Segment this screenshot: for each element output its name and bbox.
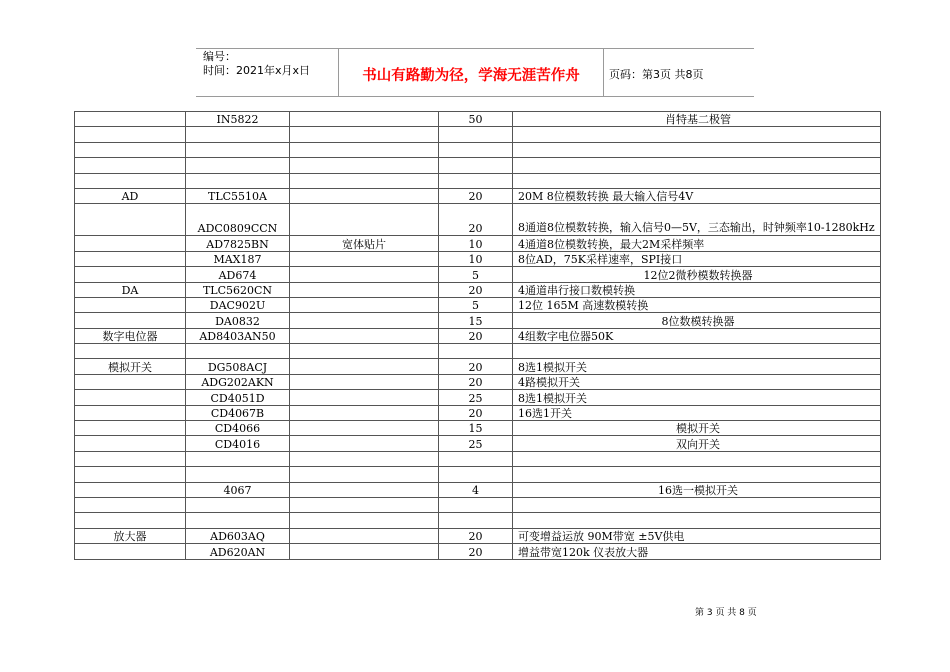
part-number-cell [186, 127, 290, 142]
table-row [75, 421, 881, 436]
quantity-cell: 25 [439, 436, 513, 451]
part-number-cell: AD674 [186, 267, 290, 282]
quantity-cell: 20 [439, 188, 513, 203]
table-row [75, 297, 881, 312]
part-number-cell [186, 513, 290, 528]
table-row [75, 328, 881, 343]
table-row [75, 173, 881, 188]
category-cell [75, 421, 186, 436]
category-cell [75, 267, 186, 282]
part-number-cell [186, 142, 290, 157]
category-cell [75, 204, 186, 236]
description-cell: 16选一模拟开关 [513, 482, 881, 497]
part-number-cell: ADC0809CCN [186, 204, 290, 236]
document-number-label: 编号： [203, 50, 236, 63]
quantity-cell [439, 173, 513, 188]
description-cell [513, 513, 881, 528]
package-cell [290, 204, 439, 236]
package-cell [290, 267, 439, 282]
table-row [75, 436, 881, 451]
header-top-rule [196, 48, 754, 49]
part-number-cell [186, 173, 290, 188]
table-row [75, 267, 881, 282]
part-number-cell: MAX187 [186, 251, 290, 266]
quantity-cell: 15 [439, 421, 513, 436]
category-cell: AD [75, 188, 186, 203]
table-row [75, 313, 881, 328]
header-divider-right [603, 48, 604, 97]
table-row [75, 390, 881, 405]
part-number-cell [186, 467, 290, 482]
quantity-cell: 10 [439, 236, 513, 251]
package-cell [290, 127, 439, 142]
part-number-cell: TLC5620CN [186, 282, 290, 297]
package-cell [290, 544, 439, 559]
package-cell [290, 173, 439, 188]
category-cell [75, 236, 186, 251]
description-cell: 4通道8位模数转换，最大2M采样频率 [513, 236, 881, 251]
description-cell: 双向开关 [513, 436, 881, 451]
description-cell [513, 467, 881, 482]
quantity-cell [439, 158, 513, 173]
quantity-cell: 20 [439, 544, 513, 559]
category-cell [75, 436, 186, 451]
category-cell: 数字电位器 [75, 328, 186, 343]
part-number-cell: 4067 [186, 482, 290, 497]
description-cell: 肖特基二极管 [513, 112, 881, 127]
package-cell [290, 328, 439, 343]
description-cell [513, 142, 881, 157]
header-bottom-rule [196, 96, 754, 97]
package-cell [290, 374, 439, 389]
part-number-cell [186, 451, 290, 466]
header-divider-left [338, 48, 339, 97]
table-row [75, 142, 881, 157]
description-cell: 8位AD，75K采样速率，SPI接口 [513, 251, 881, 266]
category-cell [75, 374, 186, 389]
category-cell: DA [75, 282, 186, 297]
part-number-cell: DG508ACJ [186, 359, 290, 374]
quantity-cell: 20 [439, 328, 513, 343]
package-cell [290, 405, 439, 420]
description-cell: 增益带宽120k 仪表放大器 [513, 544, 881, 559]
part-number-cell: TLC5510A [186, 188, 290, 203]
part-number-cell: AD8403AN50 [186, 328, 290, 343]
quantity-cell: 50 [439, 112, 513, 127]
description-cell: 8选1模拟开关 [513, 359, 881, 374]
description-cell [513, 127, 881, 142]
category-cell [75, 544, 186, 559]
category-cell [75, 158, 186, 173]
package-cell [290, 467, 439, 482]
header-motto: 书山有路勤为径，学海无涯苦作舟 [362, 68, 580, 84]
header-meta [203, 50, 310, 78]
category-cell [75, 173, 186, 188]
table-row [75, 482, 881, 497]
description-cell: 16选1开关 [513, 405, 881, 420]
part-number-cell [186, 344, 290, 359]
category-cell [75, 251, 186, 266]
page-footer: 第 3 页 共 8 页 [695, 608, 757, 618]
package-cell [290, 142, 439, 157]
table-row [75, 497, 881, 512]
part-number-cell: DA0832 [186, 313, 290, 328]
category-cell: 放大器 [75, 528, 186, 543]
description-cell [513, 344, 881, 359]
category-cell [75, 451, 186, 466]
component-table-body [75, 112, 881, 560]
package-cell [290, 188, 439, 203]
category-cell [75, 513, 186, 528]
table-row [75, 374, 881, 389]
table-row [75, 127, 881, 142]
description-cell: 12位2微秒模数转换器 [513, 267, 881, 282]
table-row [75, 236, 881, 251]
document-time-label: 时间：2021年x月x日 [203, 64, 311, 77]
category-cell [75, 390, 186, 405]
quantity-cell [439, 513, 513, 528]
category-cell [75, 344, 186, 359]
table-row [75, 112, 881, 127]
part-number-cell: AD603AQ [186, 528, 290, 543]
package-cell [290, 313, 439, 328]
category-cell: 模拟开关 [75, 359, 186, 374]
category-cell [75, 405, 186, 420]
description-cell [513, 158, 881, 173]
package-cell: 宽体贴片 [290, 236, 439, 251]
table-row [75, 204, 881, 236]
package-cell [290, 158, 439, 173]
description-cell: 20M 8位模数转换 最大输入信号4V [513, 188, 881, 203]
category-cell [75, 127, 186, 142]
table-row [75, 188, 881, 203]
description-cell: 模拟开关 [513, 421, 881, 436]
package-cell [290, 282, 439, 297]
description-cell: 4路模拟开关 [513, 374, 881, 389]
package-cell [290, 112, 439, 127]
quantity-cell: 25 [439, 390, 513, 405]
package-cell [290, 451, 439, 466]
table-row [75, 451, 881, 466]
part-number-cell: AD7825BN [186, 236, 290, 251]
table-row [75, 467, 881, 482]
category-cell [75, 467, 186, 482]
part-number-cell: IN5822 [186, 112, 290, 127]
table-row [75, 359, 881, 374]
description-cell: 12位 165M 高速数模转换 [513, 297, 881, 312]
package-cell [290, 359, 439, 374]
category-cell [75, 313, 186, 328]
part-number-cell: CD4051D [186, 390, 290, 405]
category-cell [75, 297, 186, 312]
quantity-cell: 5 [439, 267, 513, 282]
package-cell [290, 513, 439, 528]
part-number-cell: ADG202AKN [186, 374, 290, 389]
table-row [75, 158, 881, 173]
description-cell: 可变增益运放 90M带宽 ±5V供电 [513, 528, 881, 543]
part-number-cell: CD4066 [186, 421, 290, 436]
package-cell [290, 436, 439, 451]
part-number-cell: CD4067B [186, 405, 290, 420]
table-row [75, 405, 881, 420]
part-number-cell: CD4016 [186, 436, 290, 451]
part-number-cell: AD620AN [186, 544, 290, 559]
quantity-cell: 20 [439, 528, 513, 543]
category-cell [75, 142, 186, 157]
category-cell [75, 482, 186, 497]
table-row [75, 282, 881, 297]
header-page-label: 页码：第3页 共8页 [609, 68, 704, 81]
quantity-cell [439, 127, 513, 142]
description-cell: 4通道串行接口数模转换 [513, 282, 881, 297]
package-cell [290, 297, 439, 312]
description-cell [513, 173, 881, 188]
part-number-cell [186, 497, 290, 512]
package-cell [290, 421, 439, 436]
component-table [74, 111, 881, 560]
package-cell [290, 390, 439, 405]
description-cell [513, 451, 881, 466]
package-cell [290, 497, 439, 512]
quantity-cell [439, 497, 513, 512]
table-row [75, 544, 881, 559]
package-cell [290, 251, 439, 266]
quantity-cell: 15 [439, 313, 513, 328]
quantity-cell: 20 [439, 405, 513, 420]
description-cell: 8选1模拟开关 [513, 390, 881, 405]
package-cell [290, 482, 439, 497]
quantity-cell: 5 [439, 297, 513, 312]
package-cell [290, 528, 439, 543]
description-cell: 8通道8位模数转换，输入信号0—5V，三态输出，时钟频率10-1280kHz [513, 204, 881, 236]
quantity-cell [439, 142, 513, 157]
table-row [75, 513, 881, 528]
quantity-cell: 20 [439, 204, 513, 236]
part-number-cell: DAC902U [186, 297, 290, 312]
quantity-cell: 4 [439, 482, 513, 497]
table-row [75, 251, 881, 266]
quantity-cell: 10 [439, 251, 513, 266]
quantity-cell: 20 [439, 359, 513, 374]
part-number-cell [186, 158, 290, 173]
category-cell [75, 112, 186, 127]
description-cell: 4组数字电位器50K [513, 328, 881, 343]
quantity-cell [439, 344, 513, 359]
quantity-cell: 20 [439, 374, 513, 389]
description-cell [513, 497, 881, 512]
table-row [75, 528, 881, 543]
quantity-cell [439, 467, 513, 482]
description-cell: 8位数模转换器 [513, 313, 881, 328]
package-cell [290, 344, 439, 359]
quantity-cell [439, 451, 513, 466]
table-row [75, 344, 881, 359]
category-cell [75, 497, 186, 512]
quantity-cell: 20 [439, 282, 513, 297]
